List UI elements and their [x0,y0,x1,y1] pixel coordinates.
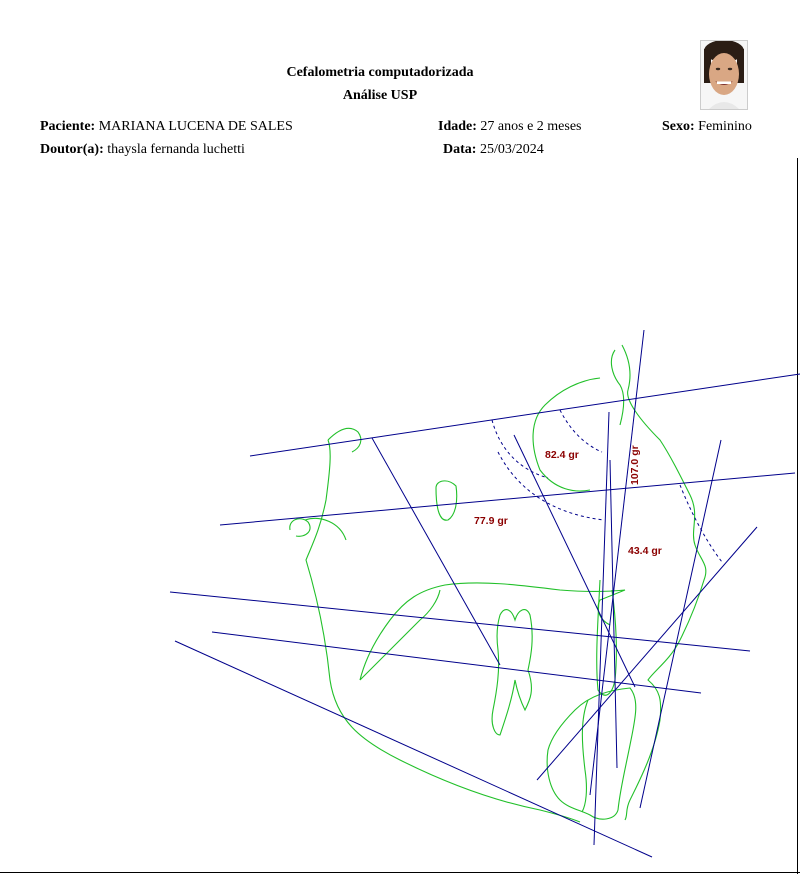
analysis-subtitle: Análise USP [342,88,418,103]
patient-age-label: Idade: [438,119,477,134]
doctor-label: Doutor(a): [40,142,104,157]
lower-incisor-axis [537,527,757,780]
date-value: 25/03/2024 [479,142,544,157]
patient-name-label: Paciente: [40,119,96,134]
patient-sex-label: Sexo: [662,119,695,134]
palatal-line [170,592,750,651]
nasal-contour [611,350,623,425]
frontal-contour [533,378,600,491]
report-title: Cefalometria computadorizada [286,65,474,80]
palate-contour [360,590,440,680]
soft-tissue-profile [622,345,706,820]
occlusal-line [212,632,701,693]
angle-arcs [492,410,722,562]
angle-label-incisor: 107.0 gr [629,445,641,485]
sn-line [250,374,800,456]
angle-labels [474,445,662,557]
doctor-value: thaysla fernanda luchetti [107,142,245,157]
reference-lines [170,330,800,857]
patient-sex-value: Feminino [698,119,752,134]
arc-sna [560,410,602,452]
arc-frankfort [498,452,604,520]
patient-name-value: MARIANA LUCENA DE SALES [98,119,293,134]
facial-line [640,440,721,808]
angle-label-frankfort: 77.9 gr [474,515,508,527]
angle-label-sna: 82.4 gr [545,449,579,461]
angle-label-mandibular: 43.4 gr [628,545,662,557]
chin-contour [582,700,588,812]
orbit-contour [436,481,457,520]
arc-mandibular [680,485,722,562]
patient-age-value: 27 anos e 2 meses [480,119,582,134]
maxilla-contour [360,583,625,680]
mandibular-line [175,641,652,857]
anatomical-outline [290,345,706,822]
date-label: Data: [443,142,477,157]
s-gn-line [372,438,500,665]
